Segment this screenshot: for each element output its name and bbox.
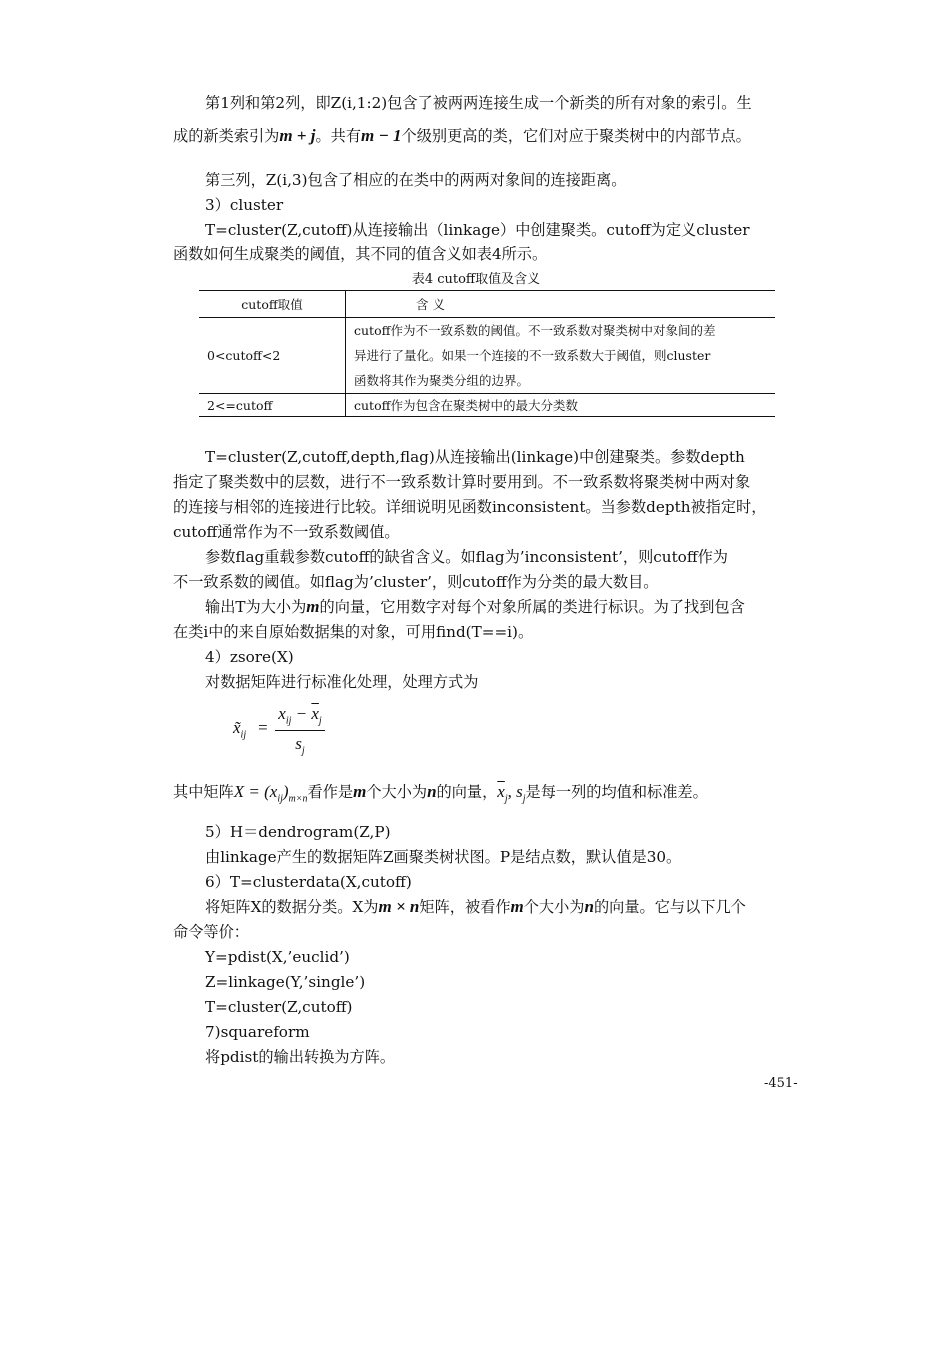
table-header-row <box>199 291 775 318</box>
text: 函数如何生成聚类的阈值，其不同的值含义如表4所示。 <box>173 245 548 263</box>
math-m-plus-j: m + j <box>279 126 316 145</box>
text: 命令等价： <box>173 923 249 941</box>
section-heading <box>205 1022 310 1042</box>
paragraph-line <box>173 244 547 264</box>
text: 指定了聚类数中的层数，进行不一致系数计算时要用到。不一致系数将聚类树中两对象 <box>173 473 751 491</box>
page-number: -451- <box>764 1076 798 1091</box>
math-m: m <box>353 782 367 801</box>
text: cutoff通常作为不一致系数阈值。 <box>173 523 400 541</box>
math-xbar: $\overline{x}$ <box>497 782 505 801</box>
text: 输出T为大小为 <box>205 598 307 616</box>
formula-den-subscript: j <box>301 745 305 757</box>
text: 其中矩阵 <box>173 783 234 801</box>
section-heading <box>205 195 283 215</box>
text: 7)squareform <box>205 1023 310 1041</box>
text: 6）T=clusterdata(X,cutoff) <box>205 873 412 891</box>
text: 的向量，它用数字对每个对象所属的类进行标识。为了找到包含 <box>319 598 745 616</box>
cell-line: cutoff作为不一致系数的阈值。不一致系数对聚类树中对象间的差 <box>354 323 716 338</box>
text: 的向量， <box>436 783 498 801</box>
formula-lhs-symbol: x̃ <box>233 718 241 737</box>
math-text: X = (x <box>233 782 278 801</box>
math-subscript: ij <box>277 793 283 805</box>
formula-lhs <box>233 718 246 740</box>
text: 个大小为 <box>523 898 585 916</box>
text: 个大小为 <box>366 783 428 801</box>
math-n: n <box>584 897 594 916</box>
paragraph-line <box>173 782 708 809</box>
table-row <box>199 318 775 394</box>
text: T=cluster(Z,cutoff,depth,flag)从连接输出(linkage)中创建聚类。参数depth <box>205 448 745 466</box>
text: Z=linkage(Y,’single’) <box>205 973 366 991</box>
formula-denominator <box>275 734 325 756</box>
text: 参数flag重载参数cutoff的缺省含义。如flag为’inconsistent’，则cutoff作为 <box>205 548 728 566</box>
text: 由linkage产生的数据矩阵Z画聚类树状图。P是结点数，默认值是30。 <box>205 848 682 866</box>
paragraph-line <box>173 622 533 642</box>
text: 的连接与相邻的连接进行比较。详细说明见函数inconsistent。当参数depth被指定时， <box>173 498 767 516</box>
math-text: ) <box>282 782 289 801</box>
fraction-bar <box>275 730 325 731</box>
text: 不一致系数的阈值。如flag为’cluster’，则cutoff作为分类的最大数目。 <box>173 573 659 591</box>
formula-minus: − <box>291 704 312 723</box>
table-caption: 表4 cutoff取值及含义 <box>411 272 541 287</box>
paragraph-line <box>173 472 750 492</box>
cell-meaning <box>346 318 776 394</box>
math-text: , s <box>507 782 523 801</box>
code-line <box>205 997 352 1017</box>
text: 的向量。它与以下几个 <box>593 898 746 916</box>
section-heading <box>205 872 412 892</box>
paragraph-line <box>205 672 478 692</box>
cell-value: 2<=cutoff <box>199 394 346 417</box>
zscore-formula <box>233 704 373 760</box>
code-line <box>205 972 365 992</box>
text: 将pdist的输出转换为方阵。 <box>205 1048 396 1066</box>
paragraph-line <box>173 572 659 592</box>
formula-num-subscript: ij <box>285 715 292 727</box>
table-row <box>199 394 775 417</box>
text: 对数据矩阵进行标准化处理，处理方式为 <box>205 673 479 691</box>
cutoff-table <box>199 290 775 417</box>
header-cutoff-value: cutoff取值 <box>199 291 346 318</box>
text: 矩阵，被看作 <box>419 898 511 916</box>
paragraph-line <box>173 922 249 942</box>
cell-line: 函数将其作为聚类分组的边界。 <box>354 373 530 388</box>
math-m-times-n: m × n <box>378 897 420 916</box>
formula-num-xbar: $\overline{x}$ <box>311 704 319 723</box>
cell-value: 0<cutoff<2 <box>199 318 346 394</box>
text: 第1列和第2列，即Z(i,1:2)包含了被两两连接生成一个新类的所有对象的索引。生 <box>205 94 752 112</box>
formula-equals: = <box>257 718 269 737</box>
text: 成的新类索引为 <box>173 127 280 145</box>
formula-num-subscript-j: j <box>318 715 322 727</box>
formula-numerator <box>275 704 325 726</box>
math-subscript: j <box>522 793 526 805</box>
cell-line: 异进行了量化。如果一个连接的不一致系数大于阈值，则cluster <box>354 348 711 363</box>
text: T=cluster(Z,cutoff)从连接输出（linkage）中创建聚类。cutoff为定义cluster <box>205 221 750 239</box>
paragraph-line <box>205 93 752 113</box>
math-m: m <box>306 597 320 616</box>
section-heading <box>205 647 294 667</box>
text: 5）H＝dendrogram(Z,P) <box>205 823 391 841</box>
paragraph-line <box>205 220 750 240</box>
text: 是每一列的均值和标准差。 <box>525 783 708 801</box>
text: 3）cluster <box>205 196 284 214</box>
math-mean-std <box>497 782 526 805</box>
header-meaning: 含 义 <box>346 291 776 318</box>
text: 将矩阵X的数据分类。X为 <box>205 898 379 916</box>
math-subscript: j <box>504 793 508 805</box>
paragraph-line <box>173 522 400 542</box>
text: 。共有 <box>315 127 362 145</box>
cell-meaning: cutoff作为包含在聚类树中的最大分类数 <box>346 394 776 417</box>
text: 在类i中的来自原始数据集的对象，可用find(T==i)。 <box>173 623 534 641</box>
paragraph-line <box>205 847 681 867</box>
section-heading <box>205 822 391 842</box>
text: 第三列，Z(i,3)包含了相应的在类中的两两对象间的连接距离。 <box>205 171 627 189</box>
math-subscript: m×n <box>288 793 308 805</box>
text: 4）zsore(X) <box>205 648 294 666</box>
formula-lhs-subscript: ij <box>240 729 247 741</box>
paragraph-line <box>173 126 751 146</box>
paragraph-line <box>205 597 745 617</box>
paragraph-line <box>205 1047 395 1067</box>
formula-den-s: s <box>295 734 302 753</box>
math-m-minus-1: m − 1 <box>361 126 402 145</box>
code-line <box>205 947 350 967</box>
paragraph-line <box>173 497 766 517</box>
math-n: n <box>427 782 437 801</box>
math-matrix-x <box>233 782 308 805</box>
text: Y=pdist(X,’euclid’) <box>205 948 350 966</box>
paragraph-line <box>205 897 746 917</box>
math-m: m <box>510 897 524 916</box>
text: T=cluster(Z,cutoff) <box>205 998 353 1016</box>
paragraph-line <box>205 447 745 467</box>
paragraph-line <box>205 547 728 567</box>
text: 个级别更高的类，它们对应于聚类树中的内部节点。 <box>401 127 751 145</box>
paragraph-line <box>205 170 626 190</box>
formula-num-x: x <box>278 704 286 723</box>
text: 看作是 <box>307 783 354 801</box>
